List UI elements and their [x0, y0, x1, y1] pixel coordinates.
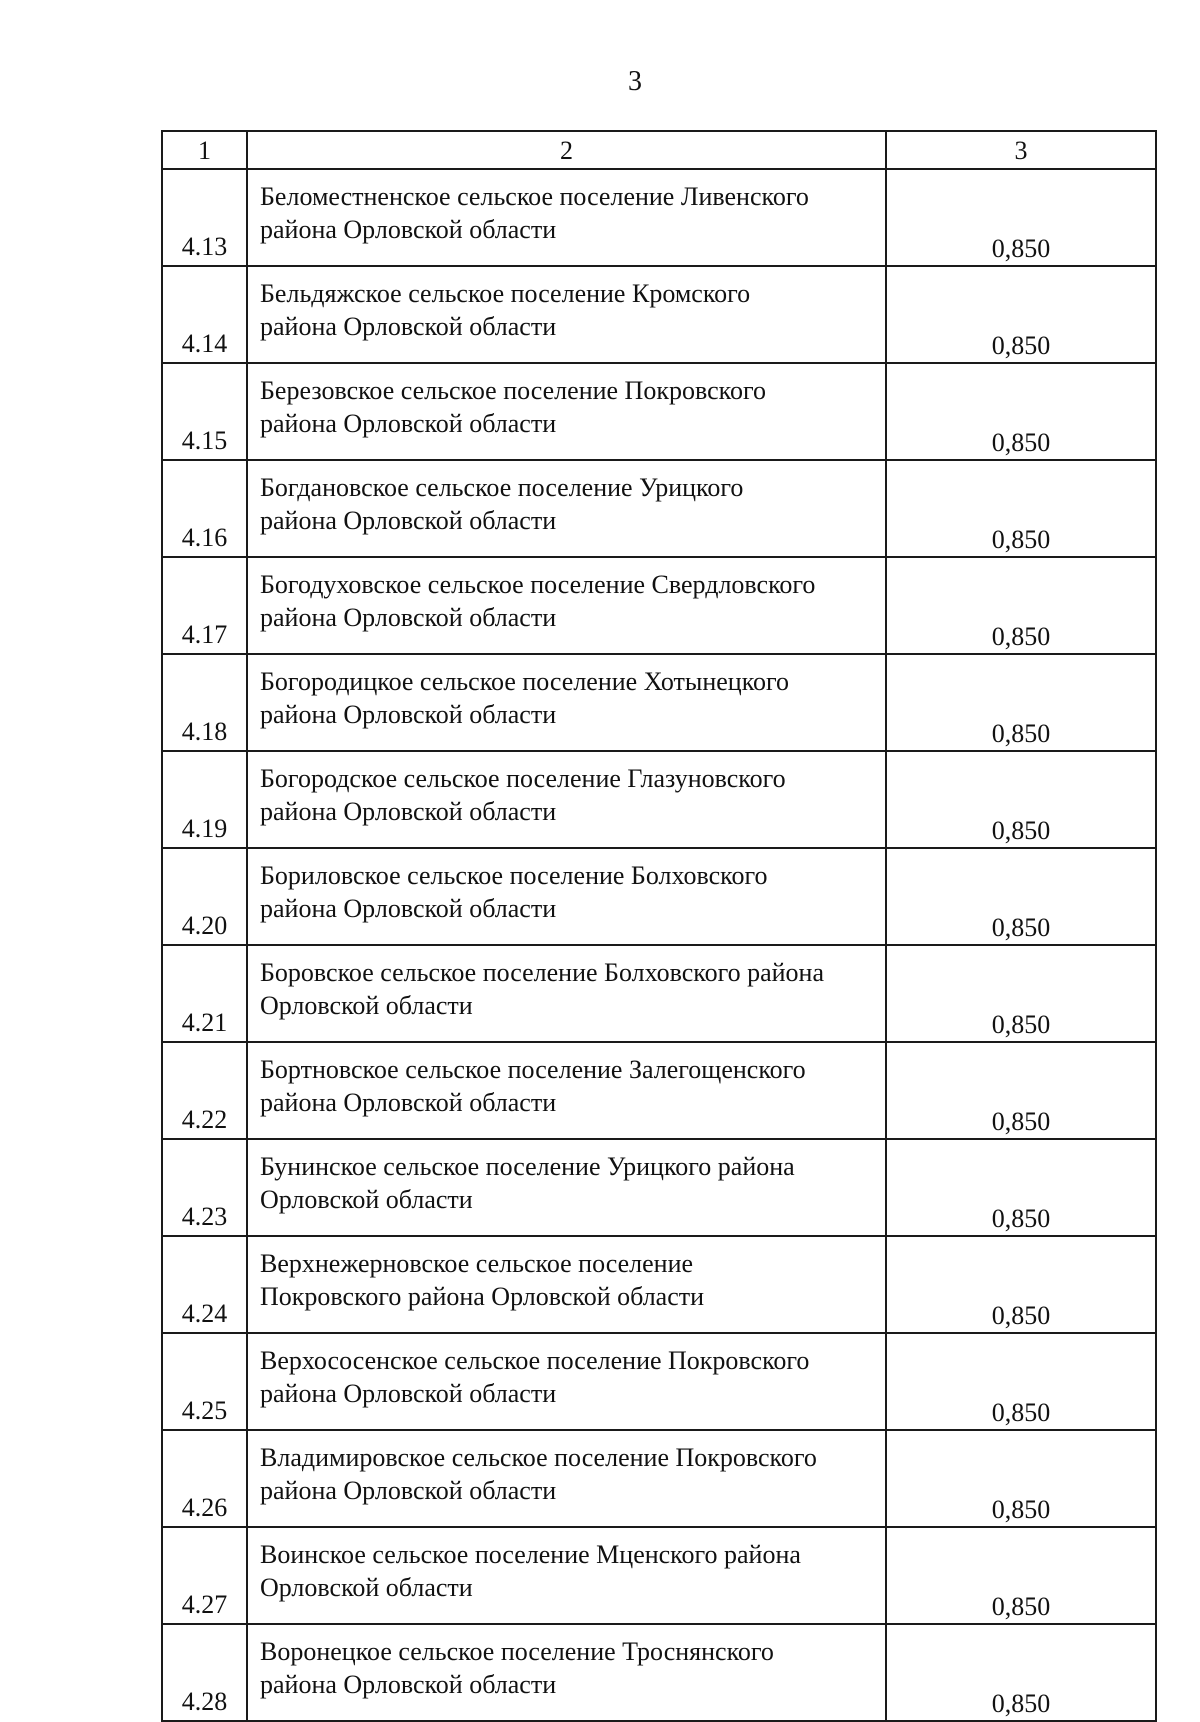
settlement-name [247, 945, 886, 1042]
settlement-name-line: Орловской области [260, 991, 473, 1020]
settlement-name [247, 1333, 886, 1430]
table-row [162, 169, 1156, 266]
coefficient-value: 0,850 [886, 1430, 1156, 1527]
row-number: 4.17 [162, 557, 247, 654]
settlement-name-line: района Орловской области [260, 894, 557, 923]
table-row [162, 654, 1156, 751]
coefficient-value: 0,850 [886, 460, 1156, 557]
settlement-name [247, 654, 886, 751]
row-number: 4.28 [162, 1624, 247, 1721]
settlement-name-line: Верхнежерновское сельское поселение [260, 1249, 694, 1278]
settlement-name-line: района Орловской области [260, 1476, 557, 1505]
table-row [162, 557, 1156, 654]
row-number: 4.14 [162, 266, 247, 363]
row-number: 4.22 [162, 1042, 247, 1139]
coefficient-value: 0,850 [886, 169, 1156, 266]
row-number: 4.25 [162, 1333, 247, 1430]
coefficient-value: 0,850 [886, 945, 1156, 1042]
settlement-name-line: Боровское сельское поселение Болховского района [260, 958, 825, 987]
coefficient-value: 0,850 [886, 266, 1156, 363]
table-body [162, 131, 1156, 1721]
coefficient-value: 0,850 [886, 363, 1156, 460]
settlement-name-line: Бельдяжское сельское поселение Кромского [260, 279, 751, 308]
row-number: 4.18 [162, 654, 247, 751]
row-number: 4.15 [162, 363, 247, 460]
settlement-name-line: Богородское сельское поселение Глазуновского [260, 764, 786, 793]
settlement-name-line: Богдановское сельское поселение Урицкого [260, 473, 744, 502]
settlement-name-line: Березовское сельское поселение Покровского [260, 376, 766, 405]
settlement-name-line: Бунинское сельское поселение Урицкого района [260, 1152, 795, 1181]
table-row [162, 363, 1156, 460]
row-number: 4.24 [162, 1236, 247, 1333]
row-number: 4.23 [162, 1139, 247, 1236]
settlement-name [247, 751, 886, 848]
table-row [162, 1333, 1156, 1430]
settlement-name [247, 1527, 886, 1624]
row-number: 4.26 [162, 1430, 247, 1527]
settlement-name-line: Бориловское сельское поселение Болховского [260, 861, 768, 890]
table-row [162, 1624, 1156, 1721]
settlement-name-line: Бортновское сельское поселение Залегощенского [260, 1055, 806, 1084]
settlement-name-line: Беломестненское сельское поселение Ливенского [260, 182, 809, 211]
settlement-name-line: Воронецкое сельское поселение Троснянского [260, 1637, 774, 1666]
row-number: 4.21 [162, 945, 247, 1042]
settlement-name-line: района Орловской области [260, 797, 557, 826]
coefficient-value: 0,850 [886, 751, 1156, 848]
settlement-name [247, 363, 886, 460]
settlement-name-line: района Орловской области [260, 603, 557, 632]
settlement-name [247, 1624, 886, 1721]
row-number: 4.13 [162, 169, 247, 266]
settlement-name-line: Верхососенское сельское поселение Покровского [260, 1346, 810, 1375]
settlement-name-line: Владимировское сельское поселение Покровского [260, 1443, 817, 1472]
coefficient-value: 0,850 [886, 654, 1156, 751]
settlement-name [247, 1139, 886, 1236]
table-row [162, 1527, 1156, 1624]
settlement-name-line: Орловской области [260, 1185, 473, 1214]
settlements-table [161, 130, 1157, 1722]
settlement-name-line: района Орловской области [260, 506, 557, 535]
settlement-name [247, 1430, 886, 1527]
column-header: 2 [247, 131, 886, 169]
table-row [162, 1236, 1156, 1333]
settlement-name-line: района Орловской области [260, 215, 557, 244]
row-number: 4.27 [162, 1527, 247, 1624]
settlement-name [247, 266, 886, 363]
settlement-name-line: Орловской области [260, 1573, 473, 1602]
settlement-name-line: района Орловской области [260, 700, 557, 729]
coefficient-value: 0,850 [886, 1624, 1156, 1721]
settlement-name [247, 1042, 886, 1139]
settlement-name-line: района Орловской области [260, 1670, 557, 1699]
settlement-name-line: Богодуховское сельское поселение Свердловского [260, 570, 816, 599]
settlement-name [247, 169, 886, 266]
settlement-name-line: района Орловской области [260, 1088, 557, 1117]
table-row [162, 1042, 1156, 1139]
table-row [162, 848, 1156, 945]
table-row [162, 945, 1156, 1042]
coefficient-value: 0,850 [886, 848, 1156, 945]
settlement-name-line: района Орловской области [260, 312, 557, 341]
coefficient-value: 0,850 [886, 1042, 1156, 1139]
table-row [162, 1139, 1156, 1236]
settlement-name-line: Воинское сельское поселение Мценского района [260, 1540, 801, 1569]
coefficient-value: 0,850 [886, 1527, 1156, 1624]
table-row [162, 751, 1156, 848]
settlement-name-line: Покровского района Орловской области [260, 1282, 705, 1311]
settlement-name-line: района Орловской области [260, 1379, 557, 1408]
settlement-name-line: района Орловской области [260, 409, 557, 438]
settlement-name [247, 460, 886, 557]
settlement-name-line: Богородицкое сельское поселение Хотынецкого [260, 667, 790, 696]
row-number: 4.20 [162, 848, 247, 945]
table-row [162, 460, 1156, 557]
page-number: 3 [628, 66, 642, 97]
coefficient-value: 0,850 [886, 1333, 1156, 1430]
row-number: 4.16 [162, 460, 247, 557]
table-header-row [162, 131, 1156, 169]
table-row [162, 1430, 1156, 1527]
row-number: 4.19 [162, 751, 247, 848]
coefficient-value: 0,850 [886, 1139, 1156, 1236]
settlement-name [247, 557, 886, 654]
coefficient-value: 0,850 [886, 1236, 1156, 1333]
column-header: 1 [162, 131, 247, 169]
column-header: 3 [886, 131, 1156, 169]
settlement-name [247, 1236, 886, 1333]
coefficient-value: 0,850 [886, 557, 1156, 654]
settlement-name [247, 848, 886, 945]
table-row [162, 266, 1156, 363]
